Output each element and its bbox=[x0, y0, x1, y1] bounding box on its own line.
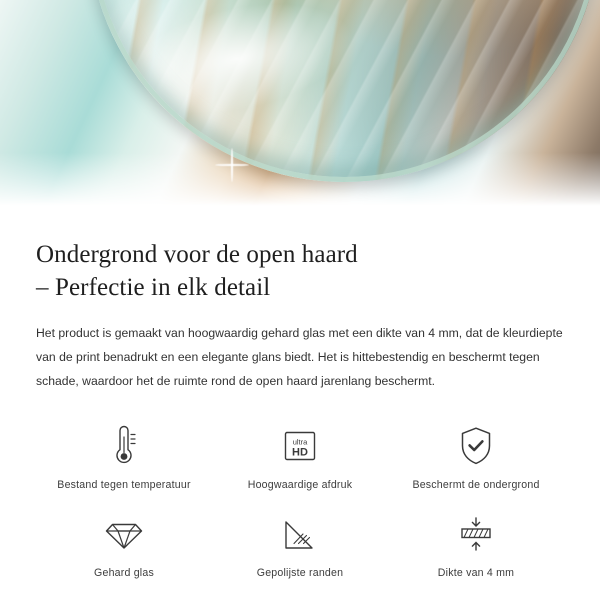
feature-print-quality bbox=[212, 419, 388, 497]
shield-check-icon bbox=[457, 423, 495, 469]
feature-grid bbox=[36, 419, 564, 585]
svg-text:ultra: ultra bbox=[292, 437, 308, 447]
polished-edges-icon bbox=[281, 511, 319, 557]
ultra-hd-icon bbox=[280, 423, 320, 469]
glass-plate-image bbox=[88, 0, 600, 182]
body-paragraph: Het product is gemaakt van hoogwaardig gehard glas met een dikte van 4 mm, dat de kleurdiepte van de print benadrukt en een elegante glans biedt. Het is hittebestendig en beschermt tegen schade, waardoor het de ruimte rond de open haard jarenlang beschermt. bbox=[36, 326, 563, 388]
headline-line-2: – Perfectie in elk detail bbox=[36, 274, 271, 301]
feature-label: Dikte van 4 mm bbox=[437, 567, 515, 580]
thermometer-icon bbox=[107, 423, 141, 469]
feature-thickness bbox=[388, 507, 564, 585]
feature-label: Bestand tegen temperatuur bbox=[57, 479, 191, 492]
thickness-icon bbox=[455, 511, 497, 557]
feature-polished-edges bbox=[212, 507, 388, 585]
headline-line-1: Ondergrond voor de open haard bbox=[36, 241, 358, 268]
feature-surface-protection bbox=[388, 419, 564, 497]
feature-temperature bbox=[36, 419, 212, 497]
page-title bbox=[36, 238, 564, 304]
text-content bbox=[0, 212, 600, 585]
svg-text:HD: HD bbox=[292, 446, 308, 459]
feature-label: Gehard glas bbox=[94, 567, 154, 580]
feature-label: Hoogwaardige afdruk bbox=[247, 479, 353, 492]
feature-label: Gepolijste randen bbox=[256, 567, 344, 580]
feature-tempered-glass bbox=[36, 507, 212, 585]
feature-label: Beschermt de ondergrond bbox=[412, 479, 540, 492]
diamond-icon bbox=[103, 511, 145, 557]
hero-image bbox=[0, 0, 600, 212]
